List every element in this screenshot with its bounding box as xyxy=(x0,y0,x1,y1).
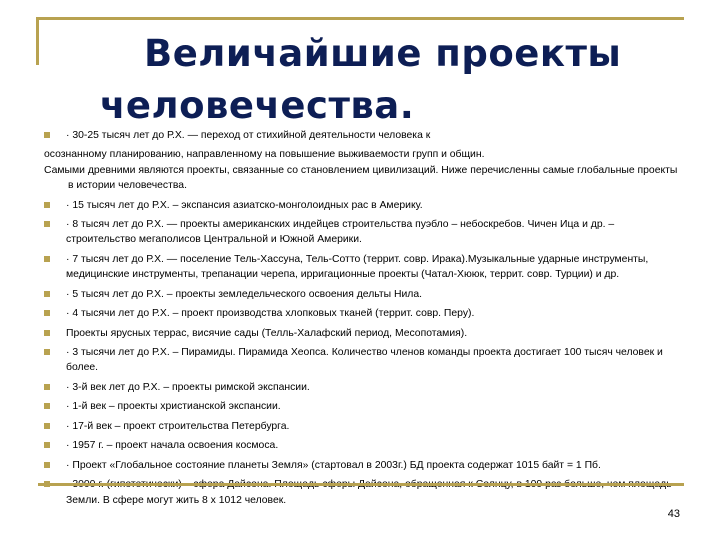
slide-title xyxy=(100,28,700,132)
frame-left-rule xyxy=(36,17,39,65)
list-item xyxy=(44,198,680,213)
list-item xyxy=(44,128,680,143)
list-item xyxy=(44,399,680,414)
list-item-text: · 30-25 тысяч лет до Р.Х. — переход от стихийной деятельности человека к xyxy=(66,130,431,141)
list-item xyxy=(44,287,680,302)
slide-content xyxy=(44,128,680,512)
list-item xyxy=(44,477,680,508)
list-item-text: · 17-й век – проект строительства Петербурга. xyxy=(66,420,290,432)
list-item-text: · 1957 г. – проект начала освоения космоса. xyxy=(66,440,279,452)
list-item-text: · 8 тысяч лет до Р.Х. — проекты американских индейцев строительства пуэбло – небоскребов. Чичен Ица и др. – строительство мегаполисов Центральной и Южной Америки. xyxy=(66,219,615,246)
list-item xyxy=(44,306,680,321)
list-item-text: · 5 тысяч лет до Р.Х. – проекты земледельческого освоения дельты Нила. xyxy=(66,288,423,300)
list-item xyxy=(44,252,680,283)
list-item xyxy=(44,419,680,434)
list-item-text: · 3-й век лет до Р.Х. – проекты римской экспансии. xyxy=(66,381,310,393)
list-item-text: · 3 тысячи лет до Р.Х. – Пирамиды. Пирамида Хеопса. Количество членов команды проекта достигает 100 тысяч человек и более. xyxy=(66,347,663,374)
list-item-text: Проекты ярусных террас, висячие сады (Телль-Халафский период, Месопотамия). xyxy=(66,327,468,339)
list-item xyxy=(44,458,680,473)
title-line-2: человечества. xyxy=(100,84,415,127)
frame-top-rule xyxy=(36,17,684,20)
list-item xyxy=(44,147,680,162)
list-item-text: · Проект «Глобальное состояние планеты Земля» (стартовал в 2003г.) БД проекта содержат 1015 байт = 1 Пб. xyxy=(66,459,601,471)
list-item-text: · 7 тысяч лет до Р.Х. — поселение Тель-Хассуна, Тель-Сотто (террит. совр. Ирака).Музыкальные ударные инструменты, медицинские инструменты, трепанации черепа, ирригационные проекты (Чатал-Хююк, террит. совр. Турции) и др. xyxy=(66,253,649,281)
list-item xyxy=(44,163,680,194)
title-line-1: Величайшие проекты xyxy=(144,32,622,75)
list-item xyxy=(44,438,680,453)
list-item xyxy=(44,345,680,376)
list-item xyxy=(44,326,680,341)
list-item-text: Земли. В сфере могут жить 8 х 1012 человек. xyxy=(66,494,287,506)
list-item-text: · 15 тысяч лет до Р.Х. – экспансия азиатско-монголоидных рас в Америку. xyxy=(66,199,423,211)
list-item-text: Самыми древними являются проекты, связанные со становлением цивилизаций. Ниже перечисленны самые глобальные проекты в истории человечества. xyxy=(44,164,678,192)
list-item-text: · 1-й век – проекты христианской экспансии. xyxy=(66,401,281,413)
page-number: 43 xyxy=(667,508,680,520)
list-item xyxy=(44,380,680,395)
list-item-text: · 4 тысячи лет до Р.Х. – проект производства хлопковых тканей (террит. совр. Перу). xyxy=(66,308,475,320)
list-item xyxy=(44,217,680,248)
list-item-text: осознанному планированию, направленному на повышение выживаемости групп и общин. xyxy=(44,149,485,161)
bottom-rule xyxy=(38,483,684,486)
